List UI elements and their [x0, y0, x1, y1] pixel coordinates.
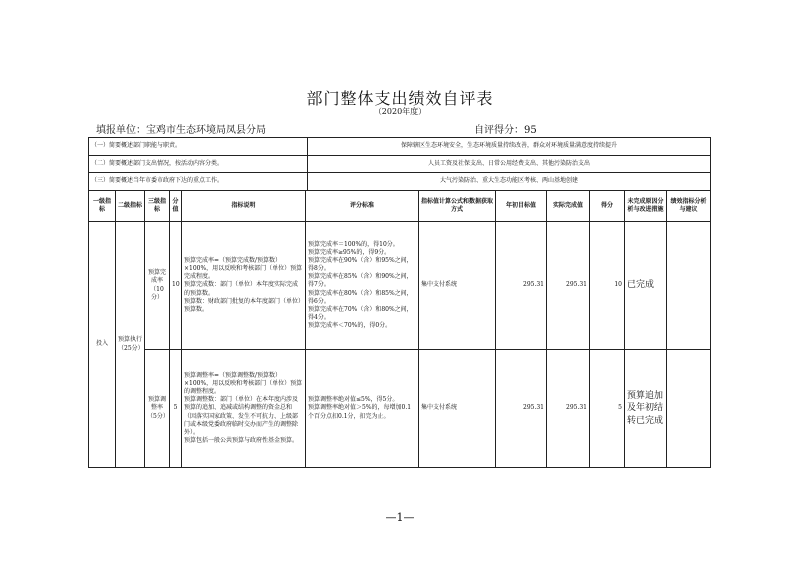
summary-value: 大气污染防治、重大生态功能区考核、两山基地创建 [308, 173, 711, 191]
score-cell: 10 [590, 222, 625, 350]
formula-cell: 集中支付系统 [419, 350, 496, 468]
summary-value: 人员工资及社保支出、日常公用经费支出、其他污染防治支出 [308, 155, 711, 173]
summary-row [89, 138, 711, 156]
summary-value: 保障辖区生态环境安全，生态环境质量持续改善，群众对环境质量满意度持续提升 [308, 138, 711, 156]
summary-label: （二）简要概述部门支出情况，按活动内容分类。 [89, 155, 308, 173]
target-cell: 295.31 [496, 350, 547, 468]
advice-cell [667, 222, 711, 350]
summary-table [88, 137, 711, 191]
desc-cell [182, 222, 306, 350]
reason-cell: 预算追加及年初结转已完成 [625, 350, 667, 468]
header-level1: 一级指标 [89, 191, 116, 222]
target-cell: 295.31 [496, 222, 547, 350]
criteria-cell [306, 350, 419, 468]
actual-cell: 295.31 [547, 350, 590, 468]
criteria-cell [306, 222, 419, 350]
header-reason: 未完成原因分析与改进措施 [625, 191, 667, 222]
summary-label: （一）简要概述部门职能与职责。 [89, 138, 308, 156]
level2-cell: 预算执行（25分） [116, 222, 145, 468]
header-criteria: 评分标准 [306, 191, 419, 222]
table-row [89, 222, 711, 350]
points-cell: 5 [170, 350, 182, 468]
desc-cell [182, 350, 306, 468]
desc-text: 预算完成率=（预算完成数/预算数）×100%，用以反映和考核部门（单位）预算完成程度。 预算完成数：部门（单位）本年度实际完成的预算数。 预算数：财政部门批复的本年度部门（单位）预算数。 [184, 257, 303, 313]
desc-text: 预算调整率=（预算调整数/预算数）×100%，用以反映和考核部门（单位）预算的调整程度。 预算调整数：部门（单位）在本年度内涉及预算的追加、追减或结构调整的资金总和（因落实国家政策、发生不可抗力、上级部门或本级党委政府临时交办而产生的调整除外）。 预算包括一般公共预算与政府性基金预算。 [184, 372, 303, 444]
criteria-text: 预算完成率＝100%的，得10分。 预算完成率≥95%的，得9分。 预算完成率在90%（含）和95%之间，得8分。 预算完成率在85%（含）和90%之间，得7分。 预算完成率在80%（含）和85%之间，得6分。 预算完成率在70%（含）和80%之间，得4分。 预算完成率＜70%的，得0分。 [308, 240, 413, 329]
header-level2: 二级指标 [116, 191, 145, 222]
header-level3: 三级指标 [145, 191, 170, 222]
formula-cell: 集中支付系统 [419, 222, 496, 350]
report-year: （2020年度） [373, 107, 427, 116]
points-cell: 10 [170, 222, 182, 350]
page-title: 部门整体支出绩效自评表 [306, 89, 494, 108]
header-points: 分值 [170, 191, 182, 222]
actual-cell: 295.31 [547, 222, 590, 350]
level1-cell: 投入 [89, 222, 116, 468]
header-score: 得分 [590, 191, 625, 222]
header-actual: 实际完成值 [547, 191, 590, 222]
advice-cell [667, 350, 711, 468]
page-number: —1— [385, 511, 415, 524]
table-header-row [89, 191, 711, 222]
header-target: 年初目标值 [496, 191, 547, 222]
level3-cell: 预算调整率（5分） [145, 350, 170, 468]
reason-cell: 已完成 [625, 222, 667, 350]
header-desc: 指标说明 [182, 191, 306, 222]
self-score: 自评得分：95 [474, 125, 537, 136]
score-cell: 5 [590, 350, 625, 468]
summary-label: （三）简要概述当年市委市政府下达的重点工作。 [89, 173, 308, 191]
reporting-unit: 填报单位：宝鸡市生态环境局凤县分局 [96, 125, 266, 136]
level3-cell: 预算完成率（10分） [145, 222, 170, 350]
indicator-table [88, 190, 711, 468]
header-advice: 绩效指标分析与建议 [667, 191, 711, 222]
summary-row [89, 155, 711, 173]
summary-row [89, 173, 711, 191]
criteria-text: 预算调整率绝对值≤5%，得5分。 预算调整率绝对值＞5%的，每增加0.1个百分点扣0.1分，扣完为止。 [308, 396, 412, 420]
header-formula: 指标值计算公式和数据获取方式 [419, 191, 496, 222]
table-row [89, 350, 711, 468]
